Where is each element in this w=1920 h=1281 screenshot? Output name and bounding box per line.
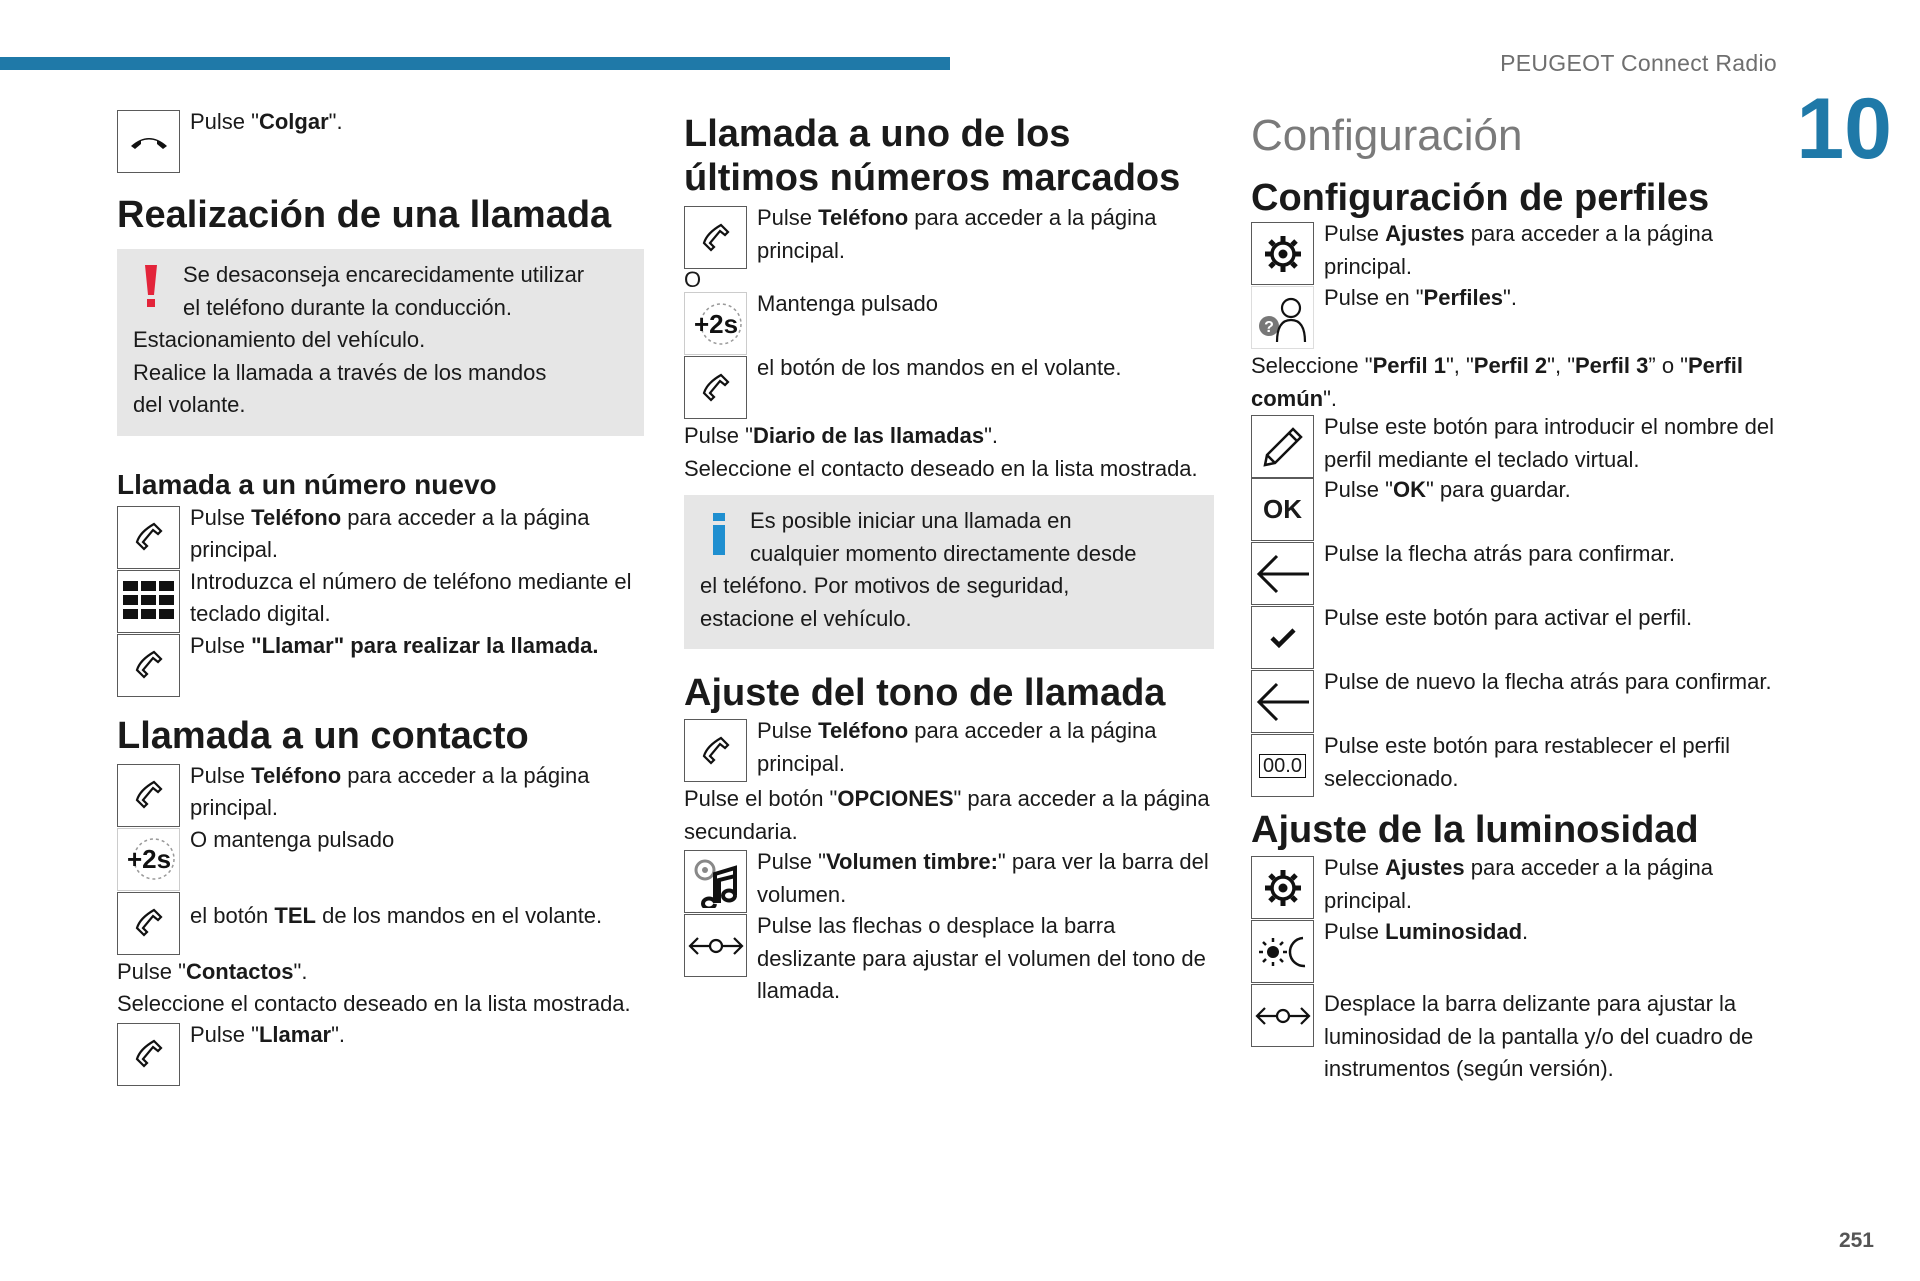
step-row: Pulse Ajustes para acceder a la página principal.	[1251, 222, 1791, 286]
column-1	[117, 110, 647, 1087]
new-number-steps	[117, 506, 647, 698]
column-3	[1251, 110, 1791, 1086]
ok-button-icon: OK	[1251, 478, 1314, 541]
step-row	[1251, 415, 1791, 478]
back-arrow-icon	[1251, 670, 1314, 733]
hangup-step	[117, 110, 647, 175]
step-row: OK Pulse "OK" para guardar.	[1251, 478, 1791, 542]
step-row: Pulse Teléfono para acceder a la página principal.	[117, 506, 647, 570]
pencil-icon	[1251, 415, 1314, 478]
phone-icon	[684, 206, 747, 269]
contact-steps: Pulse Teléfono para acceder a la página principal. +2s O mantenga pulsado el botón TEL de los mandos en el volante. Pulse "Contactos". Seleccione el contacto deseado en la lista mostrada. Pulse "Llamar".	[117, 764, 647, 1087]
phone-icon	[117, 892, 180, 955]
step-row: Pulse Luminosidad.	[1251, 920, 1791, 984]
header-title: PEUGEOT Connect Radio	[1500, 50, 1777, 76]
keypad-icon	[117, 570, 180, 633]
step-row: +2s O mantenga pulsado	[117, 828, 647, 892]
chapter-number: 10	[1796, 81, 1892, 177]
brightness-steps	[1251, 856, 1791, 1086]
warning-line: Estacionamiento del vehículo.	[133, 327, 426, 352]
step-row: el botón TEL de los mandos en el volante.	[117, 892, 647, 956]
profiles-icon	[1251, 286, 1314, 349]
profile-steps: Pulse Ajustes para acceder a la página principal. ? Pulse en "Perfiles". Seleccione "Perfil 1", "Perfil 2", "Perfil 3” o "Perfil común". Pulse este botón para introducir el nombre del perfil mediante el teclado virtual. OK Pulse "OK" para guardar. Pulse la flecha atrás para confirmar. Pulse este botón para activar el perfil. Pulse de nuevo la flecha atrás para confirmar. 00.0 Pulse este botón para restablecer el perfil seleccionado.	[1251, 222, 1791, 798]
phone-icon	[117, 764, 180, 827]
back-arrow-icon	[1251, 542, 1314, 605]
column-2	[684, 112, 1214, 1008]
step-row: ? Pulse en "Perfiles".	[1251, 286, 1791, 350]
ringtone-steps: Pulse Teléfono para acceder a la página principal. Pulse el botón "OPCIONES" para acceder a la página secundaria. Pulse "Volumen timbre:" para ver la barra del volumen. Pulse las flechas o desplace la barra deslizante para ajustar el volumen del tono de llamada.	[684, 719, 1214, 1008]
step-row: Pulse de nuevo la flecha atrás para confirmar.	[1251, 670, 1791, 734]
long-press-2s-icon	[684, 292, 747, 355]
warning-note	[117, 249, 644, 436]
edit-profile-text: Pulse este botón para introducir el nombre del perfil mediante el teclado virtual.	[1324, 414, 1775, 472]
warning-line: Se desaconseja encarecidamente utilizar	[183, 262, 585, 287]
ringtone-settings-icon	[684, 850, 747, 913]
phone-icon	[117, 634, 180, 697]
warning-line: del volante.	[133, 392, 246, 417]
hangup-icon	[117, 110, 180, 173]
brightness-icon	[1251, 920, 1314, 983]
step-row: Pulse este botón para activar el perfil.	[1251, 606, 1791, 670]
info-note: Es posible iniciar una llamada en cualquier momento directamente desde el teléfono. Por motivos de seguridad, estacione el vehículo.	[684, 495, 1214, 649]
last-number-steps: Pulse Teléfono para acceder a la página principal. O +2s Mantenga pulsado el botón de los mandos en el volante. Pulse "Diario de las llamadas". Seleccione el contacto deseado en la lista mostrada.	[684, 206, 1214, 485]
phone-icon	[117, 1023, 180, 1086]
step-row: Introduzca el número de teléfono mediante el teclado digital.	[117, 570, 647, 634]
heading-ringtone: Ajuste del tono de llamada	[684, 672, 1166, 714]
step-row: Pulse Ajustes para acceder a la página principal.	[1251, 856, 1791, 920]
warning-icon	[143, 265, 159, 319]
heading-configuration: Configuración	[1251, 111, 1523, 160]
step-row: Pulse Teléfono para acceder a la página principal.	[684, 206, 1214, 270]
reset-counter-icon: 00.0	[1251, 734, 1314, 797]
svg-text:+2s: +2s	[126, 844, 171, 874]
phone-icon	[117, 506, 180, 569]
svg-text:?: ?	[1263, 318, 1274, 336]
step-row: Pulse las flechas o desplace la barra deslizante para ajustar el volumen del tono de llamada.	[684, 914, 1214, 1008]
svg-text:+2s: +2s	[693, 308, 738, 339]
phone-icon	[684, 719, 747, 782]
step-row: Pulse la flecha atrás para confirmar.	[1251, 542, 1791, 606]
heading-call-contact: Llamada a un contacto	[117, 714, 529, 757]
heading-brightness: Ajuste de la luminosidad	[1251, 809, 1699, 851]
slider-arrows-icon	[1251, 984, 1314, 1047]
step-row: Pulse "Volumen timbre:" para ver la barra del volumen.	[684, 850, 1214, 914]
step-row: +2s Mantenga pulsado	[684, 292, 1214, 356]
step-row: Pulse Teléfono para acceder a la página principal.	[117, 764, 647, 828]
step-row: 00.0 Pulse este botón para restablecer el perfil seleccionado.	[1251, 734, 1791, 798]
heading-make-call: Realización de una llamada	[117, 194, 612, 236]
step-row: el botón de los mandos en el volante.	[684, 356, 1214, 420]
slider-arrows-icon	[684, 914, 747, 977]
gear-icon	[1251, 856, 1314, 919]
hangup-text: Pulse "Colgar".	[190, 109, 343, 134]
phone-icon	[684, 356, 747, 419]
step-row: Pulse "Llamar" para realizar la llamada.	[117, 634, 647, 698]
long-press-2s-icon	[117, 828, 180, 891]
page-number: 251	[1838, 1229, 1874, 1252]
heading-profiles: Configuración de perfiles	[1251, 177, 1710, 219]
gear-icon	[1251, 222, 1314, 285]
heading-last-numbers: Llamada a uno de los últimos números marcados	[684, 113, 1181, 199]
step-row: Pulse "Llamar".	[117, 1023, 647, 1087]
warning-line: el teléfono durante la conducción.	[183, 294, 513, 320]
header-accent-bar	[0, 57, 950, 70]
heading-new-number: Llamada a un número nuevo	[117, 468, 497, 500]
info-icon	[712, 513, 726, 565]
warning-line: Realice la llamada a través de los mandos	[133, 359, 547, 385]
checkmark-icon	[1251, 606, 1314, 669]
step-row: Pulse Teléfono para acceder a la página principal.	[684, 719, 1214, 783]
step-row: Desplace la barra delizante para ajustar la luminosidad de la pantalla y/o del cuadro de instrumentos (según versión).	[1251, 984, 1791, 1086]
